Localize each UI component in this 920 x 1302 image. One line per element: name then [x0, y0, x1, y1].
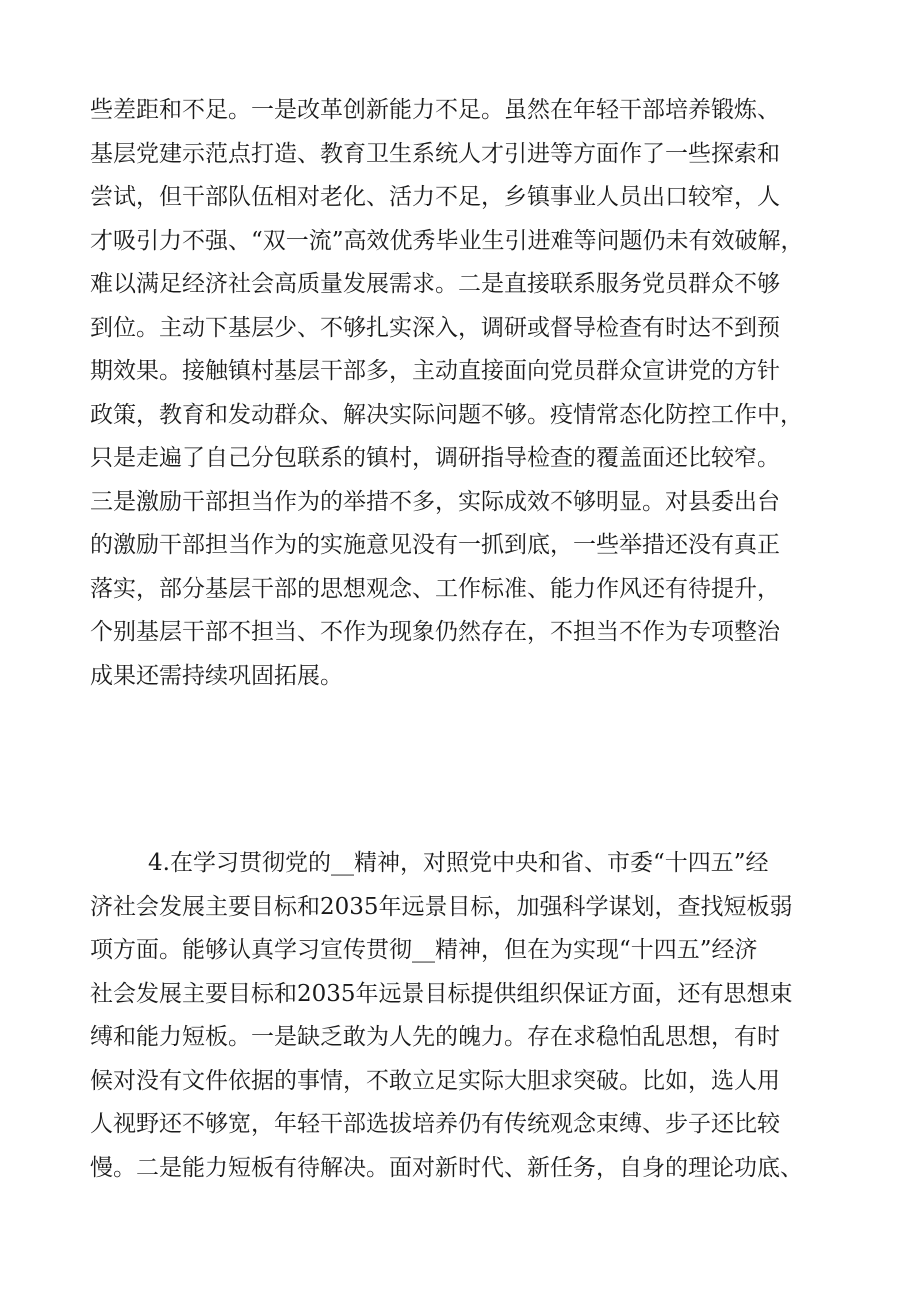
text-line: 些差距和不足。一是改革创新能力不足。虽然在年轻干部培养锻炼、 — [90, 97, 780, 123]
text-line: 政策，教育和发动群众、解决实际问题不够。疫情常态化防控工作中， — [90, 401, 803, 428]
text-line: 4.在学习贯彻党的__精神，对照党中央和省、市委“十四五”经 — [148, 850, 769, 876]
paragraph-section-4 — [90, 842, 830, 1190]
text-line: 的激励干部担当作为的实施意见没有一抓到底，一些举措还没有真正 — [90, 532, 780, 558]
paragraph-continuation — [90, 89, 830, 698]
text-line: 到位。主动下基层少、不够扎实深入，调研或督导检查有时达不到预 — [90, 314, 780, 341]
text-line: 难以满足经济社会高质量发展需求。二是直接联系服务党员群众不够 — [90, 271, 780, 297]
text-line: 期效果。接触镇村基层干部多，主动直接面向党员群众宣讲党的方针 — [90, 358, 780, 384]
text-line: 缚和能力短板。一是缺乏敢为人先的魄力。存在求稳怕乱思想，有时 — [90, 1024, 780, 1050]
text-line: 尝试，但干部队伍相对老化、活力不足，乡镇事业人员出口较窄，人 — [90, 184, 780, 210]
text-line: 成果还需持续巩固拓展。 — [90, 662, 343, 689]
text-line: 三是激励干部担当作为的举措不多，实际成效不够明显。对县委出台 — [90, 488, 780, 515]
text-line: 慢。二是能力短板有待解决。面对新时代、新任务，自身的理论功底、 — [90, 1154, 803, 1181]
text-line: 只是走遍了自己分包联系的镇村，调研指导检查的覆盖面还比较窄。 — [90, 445, 780, 471]
text-line: 候对没有文件依据的事情，不敢立足实际大胆求突破。比如，选人用 — [90, 1067, 780, 1094]
text-line: 济社会发展主要目标和2035年远景目标，加强科学谋划，查找短板弱 — [90, 893, 793, 920]
text-line: 落实，部分基层干部的思想观念、工作标准、能力作风还有待提升， — [90, 575, 780, 602]
text-line: 社会发展主要目标和2035年远景目标提供组织保证方面，还有思想束 — [90, 980, 793, 1007]
text-line: 个别基层干部不担当、不作为现象仍然存在，不担当不作为专项整治 — [90, 619, 780, 645]
text-line: 基层党建示范点打造、教育卫生系统人才引进等方面作了一些探索和 — [90, 140, 780, 167]
text-line: 人视野还不够宽，年轻干部选拔培养仍有传统观念束缚、步子还比较 — [90, 1111, 780, 1137]
text-line: 才吸引力不强、“双一流”高效优秀毕业生引进难等问题仍未有效破解， — [90, 227, 804, 254]
text-line: 项方面。能够认真学习宣传贯彻__精神，但在为实现“十四五”经济 — [90, 937, 758, 963]
